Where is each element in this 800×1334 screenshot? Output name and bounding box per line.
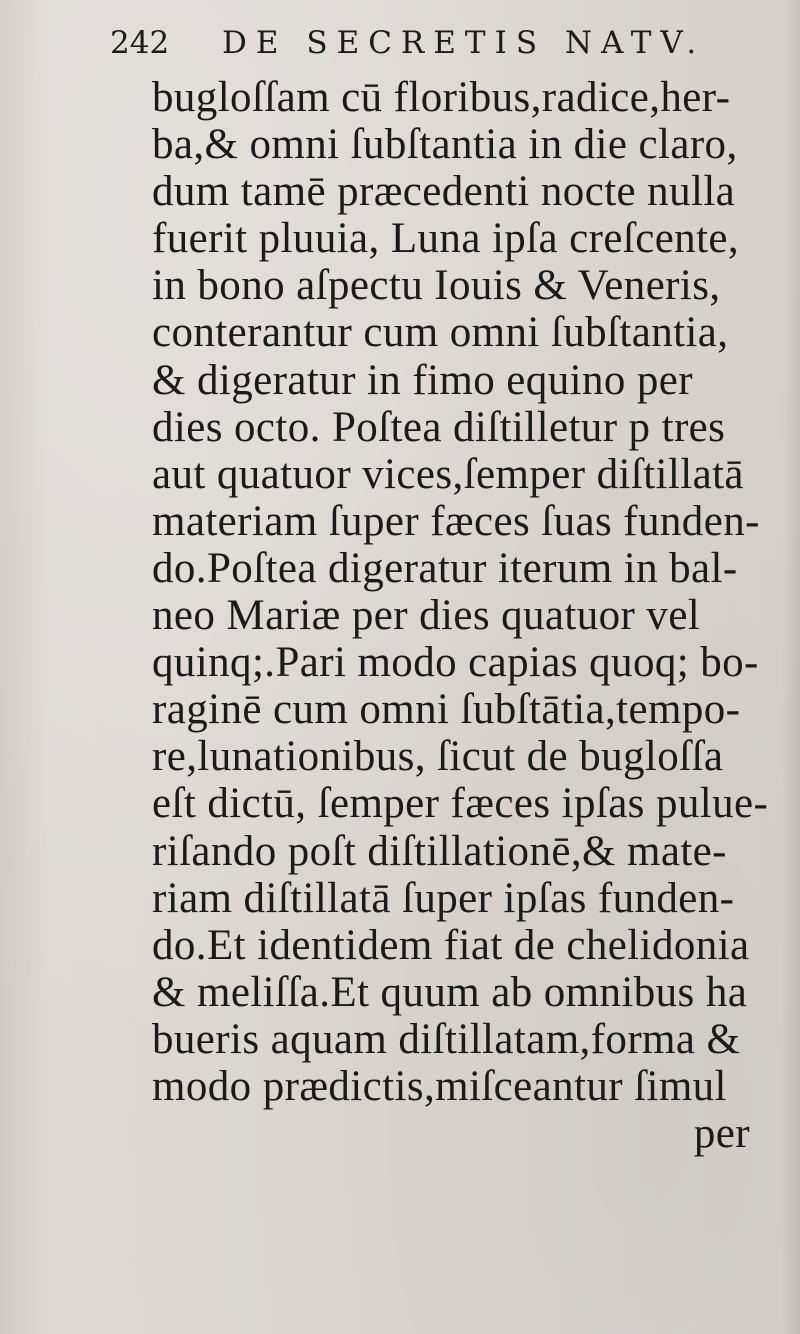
text-line: bugloſſam cū floribus,radice,her-: [152, 74, 731, 121]
text-line: riſando poſt diſtillationē,& mate-: [152, 827, 727, 875]
text-line: re,lunationibus, ſicut de bugloſſa: [152, 733, 724, 781]
text-line: fuerit pluuia, Luna ipſa creſcente,: [152, 215, 740, 263]
text-line: & meliſſa.Et quum ab omnibus ha: [152, 968, 748, 1016]
text-line: neo Mariæ per dies quatuor vel: [152, 592, 701, 640]
text-line: & digeratur in fimo equino per: [152, 356, 693, 404]
text-line: quinq;.Pari modo capias quoq; bo-: [152, 639, 759, 687]
text-line: aut quatuor vices,ſemper diſtillatā: [152, 450, 744, 498]
text-line: dies octo. Poſtea diſtilletur p tres: [152, 403, 726, 451]
text-line: ba,& omni ſubſtantia in die claro,: [152, 121, 738, 169]
text-line: in bono aſpectu Iouis & Veneris,: [152, 262, 721, 310]
text-line: bueris aquam diſtillatam,forma &: [152, 1015, 741, 1063]
page-edge-shadow: [782, 0, 800, 1334]
text-line: conterantur cum omni ſubſtantia,: [152, 309, 729, 357]
text-line: modo prædictis,miſceantur ſimul: [152, 1062, 727, 1110]
text-line: do.Et identidem fiat de chelidonia: [152, 921, 750, 969]
catchword: per: [693, 1110, 750, 1158]
text-line: raginē cum omni ſubſtātia,tempo-: [152, 686, 741, 734]
text-line: riam diſtillatā ſuper ipſas funden-: [152, 874, 735, 922]
text-line: dum tamē præcedenti nocte nulla: [152, 168, 736, 216]
running-head: DE SECRETIS NATV.: [222, 25, 706, 61]
body-text: [152, 74, 772, 1157]
text-line: materiam ſuper fæces ſuas funden-: [152, 497, 760, 545]
page-header: [110, 18, 750, 68]
page-number: 242: [110, 25, 170, 61]
text-line: eſt dictū, ſemper fæces ipſas pulue-: [152, 780, 769, 828]
text-line: do.Poſtea digeratur iterum in bal-: [152, 544, 738, 592]
